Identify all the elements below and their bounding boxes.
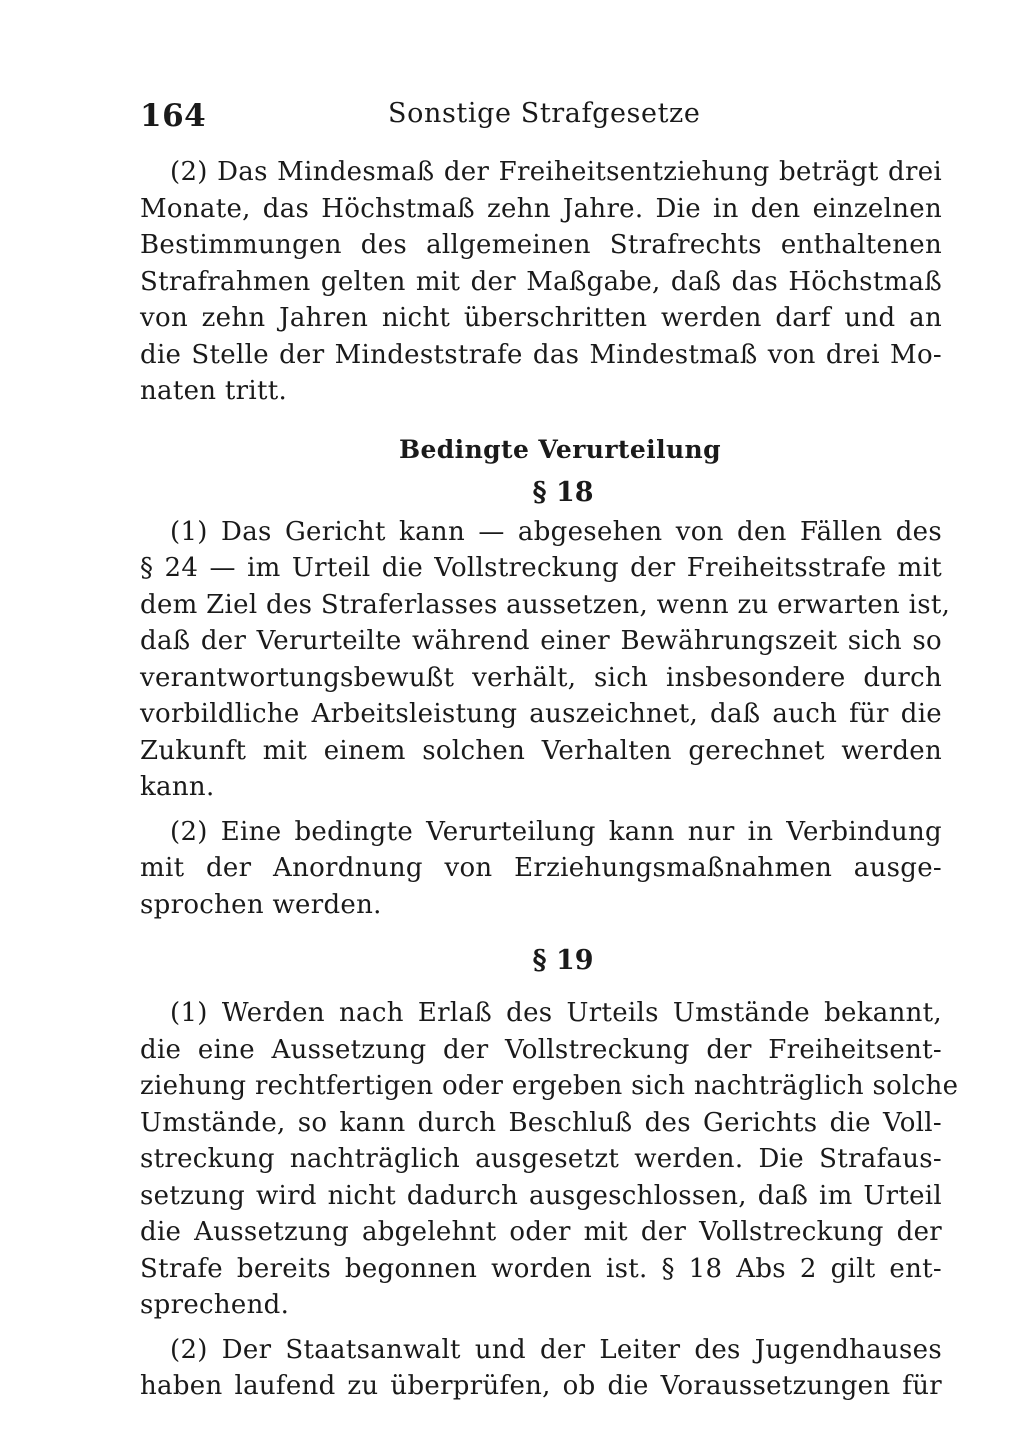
text-line: kann. [140,772,215,802]
text-line: dem Ziel des Straferlasses aussetzen, wenn zu erwarten ist, [140,589,951,620]
paragraph-19-2 [140,1332,942,1405]
body-text [140,154,959,1405]
paragraph-intro [140,154,942,410]
text-line: mit der Anordnung von Erziehungsmaßnahmen ausge- [140,853,942,883]
page-header [140,98,940,142]
text-line: (2) Das Mindesmaß der Freiheitsentziehung beträgt drei [170,157,942,187]
text-line: Bestimmungen des allgemeinen Strafrechts enthaltenen [140,230,942,260]
text-line: setzung wird nicht dadurch ausgeschlossen, daß im Urteil [140,1180,942,1211]
text-line: sprochen werden. [140,889,382,920]
page-number: 164 [140,98,207,134]
section-heading-18: § 18 [532,476,594,508]
text-line: naten tritt. [140,376,288,406]
section-heading-19: § 19 [532,945,594,976]
text-line: Umstände, so kann durch Beschluß des Gerichts die Voll- [140,1107,942,1138]
text-line: sprechend. [140,1290,290,1320]
text-line: ziehung rechtfertigen oder ergeben sich nachträglich solche [140,1071,959,1101]
paragraph-18-2 [140,814,942,924]
running-title: Sonstige Strafgesetze [388,98,701,129]
text-line: (2) Eine bedingte Verurteilung kann nur in Verbindung [170,816,942,847]
text-line: daß der Verurteilte während einer Bewährungszeit sich so [140,626,942,656]
text-line: § 24 — im Urteil die Vollstreckung der Freiheitsstrafe mit [140,553,942,583]
text-line: streckung nachträglich ausgesetzt werden. Die Strafaus- [140,1144,942,1174]
section-title: Bedingte Verurteilung [398,434,722,464]
text-line: die Stelle der Mindeststrafe das Mindestmaß von drei Mo- [140,339,942,370]
text-line: Strafe bereits begonnen worden ist. § 18 Abs 2 gilt ent- [140,1253,942,1284]
text-line: Zukunft mit einem solchen Verhalten gerechnet werden [140,735,942,766]
text-line: Strafrahmen gelten mit der Maßgabe, daß das Höchstmaß [140,266,942,297]
text-line: verantwortungsbewußt verhält, sich insbesondere durch [140,662,942,693]
text-line: haben laufend zu überprüfen, ob die Voraussetzungen für [140,1371,942,1401]
text-line: vorbildliche Arbeitsleistung auszeichnet, daß auch für die [140,699,942,729]
paragraph-19-1 [140,995,959,1324]
text-line: Monate, das Höchstmaß zehn Jahre. Die in den einzelnen [140,193,942,224]
text-line: (2) Der Staatsanwalt und der Leiter des Jugendhauses [170,1334,942,1365]
paragraph-18-1 [140,514,951,806]
text-line: von zehn Jahren nicht überschritten werden darf und an [140,303,942,333]
text-line: (1) Das Gericht kann — abgesehen von den Fällen des [170,516,942,547]
text-line: (1) Werden nach Erlaß des Urteils Umstände bekannt, [170,998,942,1028]
text-line: die Aussetzung abgelehnt oder mit der Vollstreckung der [140,1217,942,1247]
text-line: die eine Aussetzung der Vollstreckung der Freiheitsent- [140,1034,942,1065]
